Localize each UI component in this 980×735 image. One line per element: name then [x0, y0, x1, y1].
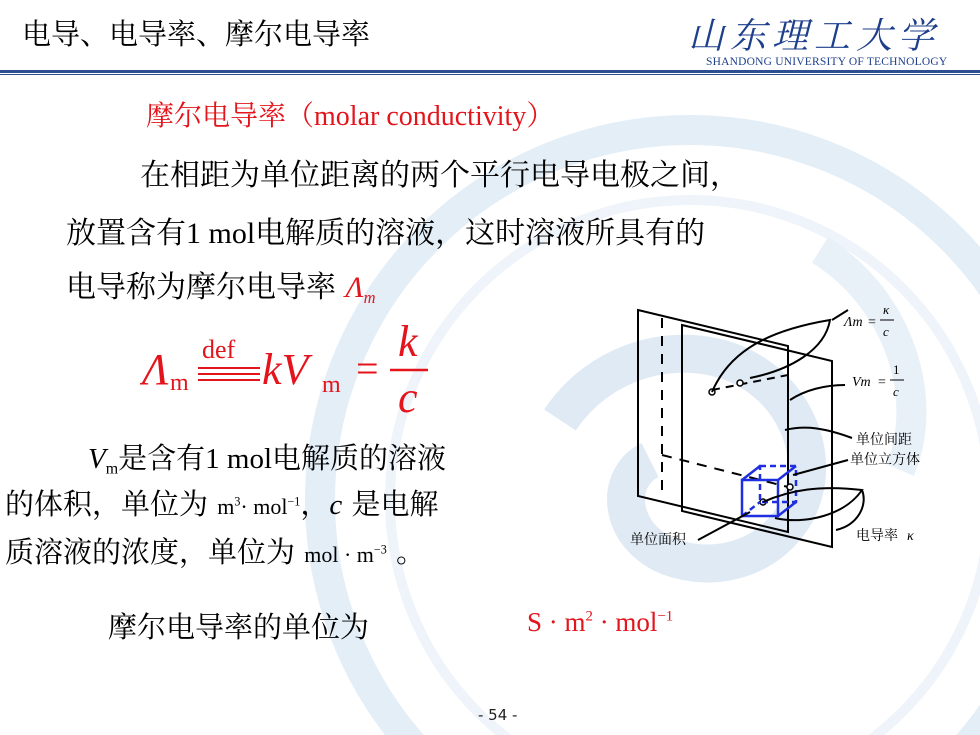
- definition-line-3: [66, 262, 376, 308]
- eq2-num: 1: [893, 362, 900, 377]
- university-logo-english: SHANDONG UNIVERSITY OF TECHNOLOGY: [706, 56, 948, 68]
- university-logo: 山东理工大学: [688, 16, 941, 57]
- slide-title: 电导、电导率、摩尔电导率: [22, 17, 371, 51]
- amount: 1 mol: [186, 217, 256, 250]
- parallel-electrodes-diagram: [600, 290, 970, 580]
- text: 质溶液的浓度，单位为: [5, 535, 296, 569]
- formula-numerator: k: [398, 318, 418, 366]
- text: 是含有: [118, 441, 206, 475]
- back-electrode-plate: [682, 325, 832, 547]
- eq2-lhs: Vm: [852, 375, 871, 390]
- formula-lambda: Λ: [142, 345, 169, 394]
- eq2-den: c: [893, 384, 899, 399]
- text: 的体积，单位为: [5, 487, 209, 521]
- volume-symbol: $V_m$: [88, 443, 119, 478]
- section-subtitle: [146, 94, 554, 134]
- text: 电解质的溶液，这时溶液所具有的: [255, 216, 706, 251]
- volume-line-2: [5, 482, 438, 523]
- svg-text:=: =: [878, 375, 886, 390]
- eq1-num: κ: [883, 302, 890, 317]
- subtitle-close: ）: [526, 99, 555, 132]
- concentration-unit: mol · $m^{-3}$: [304, 542, 387, 567]
- amount: 1 mol: [205, 443, 273, 475]
- formula-equals: =: [356, 346, 379, 391]
- molar-conductivity-formula: [140, 318, 440, 423]
- molar-conductivity-symbol: $\Lambda_m$: [345, 271, 376, 307]
- unit-statement: 摩尔电导率的单位为: [108, 610, 370, 644]
- formula-sub-m: m: [170, 370, 189, 396]
- text: 电解质的溶液: [272, 441, 447, 475]
- subtitle-cn: 摩尔电导率（: [146, 99, 315, 132]
- definition-line-1: 在相距为单位距离的两个平行电导电极之间，: [140, 158, 740, 193]
- volume-line-3: [5, 530, 425, 571]
- text: 是电解: [342, 487, 439, 521]
- eq1-den: c: [883, 324, 889, 339]
- formula-def: def: [202, 335, 236, 364]
- formula-sub-m2: m: [322, 372, 341, 398]
- text: 。: [396, 535, 426, 569]
- text: ，: [300, 487, 330, 521]
- molar-conductivity-unit: $S \cdot m^2 \cdot mol^{-1}$: [527, 607, 674, 637]
- text: 电导称为摩尔电导率: [66, 270, 336, 305]
- label-unit-area: 单位面积: [630, 532, 686, 548]
- label-unit-distance: 单位间距: [856, 432, 912, 448]
- volume-unit: $m^3\cdot mol^{-1}$: [217, 494, 301, 519]
- label-kappa: κ: [907, 529, 914, 544]
- label-unit-cube: 单位立方体: [850, 452, 920, 468]
- volume-line-1: [88, 436, 446, 479]
- formula-denominator: c: [398, 373, 418, 422]
- label-conductivity: 电导率: [856, 528, 898, 544]
- front-electrode-plate: [638, 310, 788, 532]
- svg-text:=: =: [868, 315, 876, 330]
- text: 放置含有: [66, 216, 186, 251]
- subtitle-en: molar conductivity: [314, 101, 527, 132]
- page-number: - 54 -: [478, 706, 518, 724]
- concentration-symbol: c: [329, 489, 343, 521]
- definition-line-2: [66, 208, 705, 252]
- formula-kV: kV: [262, 345, 309, 394]
- header-divider-thin: [0, 74, 980, 75]
- header-divider: [0, 70, 980, 73]
- eq1-lhs: Λm: [844, 315, 863, 330]
